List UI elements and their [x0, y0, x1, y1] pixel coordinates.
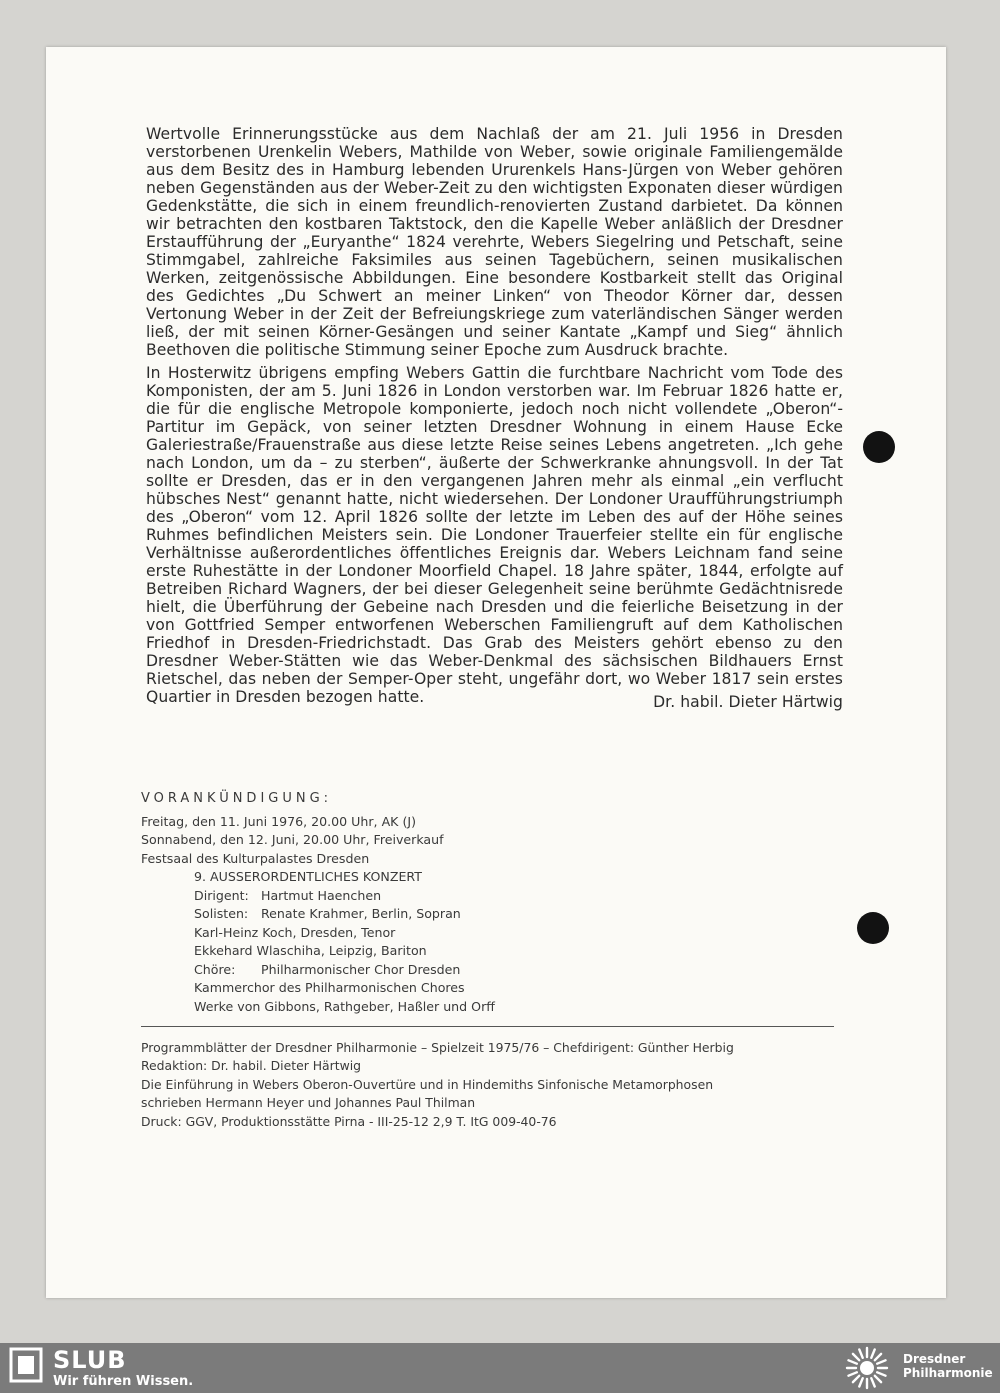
choir: Kammerchor des Philharmonischen Chores — [194, 980, 465, 995]
author-signature: Dr. habil. Dieter Härtwig — [653, 693, 843, 711]
announcement-heading: VORANKÜNDIGUNG: — [141, 791, 333, 806]
announcement-date: Sonnabend, den 12. Juni, 20.00 Uhr, Freiverkauf — [141, 832, 444, 847]
soloist: Karl-Heinz Koch, Dresden, Tenor — [194, 924, 396, 940]
concert-details — [141, 868, 541, 1016]
soloist: Ekkehard Wlaschiha, Leipzig, Bariton — [194, 943, 427, 958]
colophon-line: Die Einführung in Webers Oberon-Ouvertüre und in Hindemiths Sinfonische Metamorphosen — [141, 1076, 714, 1092]
colophon-line: Redaktion: Dr. habil. Dieter Härtwig — [141, 1058, 362, 1074]
conductor-row: Dirigent: Hartmut Haenchen — [194, 887, 541, 906]
soloist: Renate Krahmer, Berlin, Sopran — [261, 906, 461, 921]
colophon-line: Druck: GGV, Produktionsstätte Pirna - III-25-12 2,9 T. ItG 009-40-76 — [141, 1113, 557, 1129]
concert-announcement — [141, 790, 541, 1016]
conductor-name: Hartmut Haenchen — [261, 887, 382, 903]
viewer-footer — [0, 1343, 1000, 1393]
punch-hole — [857, 912, 889, 944]
slub-name[interactable]: SLUB — [53, 1346, 127, 1374]
partner-name[interactable]: Dresdner Philharmonie — [903, 1352, 993, 1380]
program-works: Werke von Gibbons, Rathgeber, Haßler und Orff — [194, 998, 495, 1014]
slub-tagline: Wir führen Wissen. — [53, 1374, 194, 1389]
divider — [141, 1026, 834, 1027]
colophon — [141, 1039, 838, 1131]
dresdner-philharmonie-logo-icon[interactable] — [845, 1346, 889, 1390]
article-paragraph: Wertvolle Erinnerungsstücke aus dem Nachlaß der am 21. Juli 1956 in Dresden verstorbenen Urenkelin Webers, Mathilde von Weber, sowie originale Familiengemälde aus dem Besitz des in Hamburg lebenden Ururenkels Hans-Jürgen von Weber gehören neben Gegenständen aus der Weber-Zeit zu den wichtigsten Exponaten dieser würdigen Gedenkstätte, die sich in einem freundlich-renovierten Zustand darbietet. Da können wir betrachten den kostbaren Taktstock, den die Kapelle Weber anläßlich der Dresdner Erstaufführung der „Euryanthe“ 1824 verehrte, Webers Siegelring und Petschaft, seine Stimmgabel, zahlreiche Faksimiles aus seinen Tagebüchern, seinen musikalischen Werken, zeitgenössische Abbildungen. Eine besondere Kostbarkeit stellt das Original des Gedichtes „Du Schwert an meiner Linken“ von Theodor Körner dar, dessen Vertonung Weber in der Zeit der Befreiungskriege zum vaterländischen Sänger werden ließ, der mit seinen Körner-Gesängen und seiner Kantate „Kampf und Sieg“ ähnlich Beethoven die politische Stimmung seiner Epoche zum Ausdruck brachte. — [146, 125, 843, 359]
choir: Philharmonischer Chor Dresden — [261, 961, 461, 977]
punch-hole — [863, 431, 895, 463]
article-paragraph: In Hosterwitz übrigens empfing Webers Gattin die furchtbare Nachricht vom Tode des Komponisten, der am 5. Juni 1826 in London verstorben war. Im Februar 1826 hatte er, die für die englische Metropole komponierte, jedoch noch nicht vollendete „Oberon“-Partitur im Gepäck, von seiner letzten Dresdner Wohnung in einem Hause Ecke Galeriestraße/Frauenstraße aus diese letzte Reise seines Lebens angetreten. „Ich gehe nach London, um da – zu sterben“, äußerte der Schwerkranke ahnungsvoll. In der Tat sollte er Dresden, das er in den vergangenen Jahren mehr als einmal „ein verflucht hübsches Nest“ genannt hatte, nicht wiedersehen. Der Londoner Uraufführungstriumph des „Oberon“ vom 12. April 1826 sollte der letzte im Leben des auf der Höhe seines Ruhmes befindlichen Meisters sein. Die Londoner Trauerfeier stellte ein für englische Verhältnisse außerordentliches öffentliches Ereignis dar. Webers Leichnam fand seine erste Ruhestätte in der Londoner Moorfield Chapel. 18 Jahre später, 1844, erfolgte auf Betreiben Richard Wagners, der bei dieser Gelegenheit seine berühmte Gedächtnisrede hielt, die Überführung der Gebeine nach Dresden und die feierliche Beisetzung in der von Gottfried Semper entworfenen Weberschen Familiengruft auf dem Katholischen Friedhof in Dresden-Friedrichstadt. Das Grab des Meisters gehört ebenso zu den Dresdner Weber-Stätten wie das Weber-Denkmal des sächsischen Bildhauers Ernst Rietschel, das neben der Semper-Oper steht, ungefähr dort, wo Weber 1817 sein erstes Quartier in Dresden bezogen hatte. — [146, 364, 843, 706]
soloists-row: Solisten: Renate Krahmer, Berlin, Sopran — [194, 905, 541, 924]
choirs-row: Chöre: Philharmonischer Chor Dresden — [194, 961, 541, 980]
colophon-line: Programmblätter der Dresdner Philharmonie – Spielzeit 1975/76 – Chefdirigent: Günther Herbig — [141, 1040, 734, 1055]
article-body — [146, 125, 843, 716]
slub-logo-icon[interactable] — [9, 1347, 43, 1383]
announcement-venue: Festsaal des Kulturpalastes Dresden — [141, 850, 370, 866]
announcement-date: Freitag, den 11. Juni 1976, 20.00 Uhr, AK (J) — [141, 813, 416, 829]
colophon-line: schrieben Hermann Heyer und Johannes Paul Thilman — [141, 1095, 476, 1111]
concert-title: 9. AUSSERORDENTLICHES KONZERT — [194, 869, 422, 884]
